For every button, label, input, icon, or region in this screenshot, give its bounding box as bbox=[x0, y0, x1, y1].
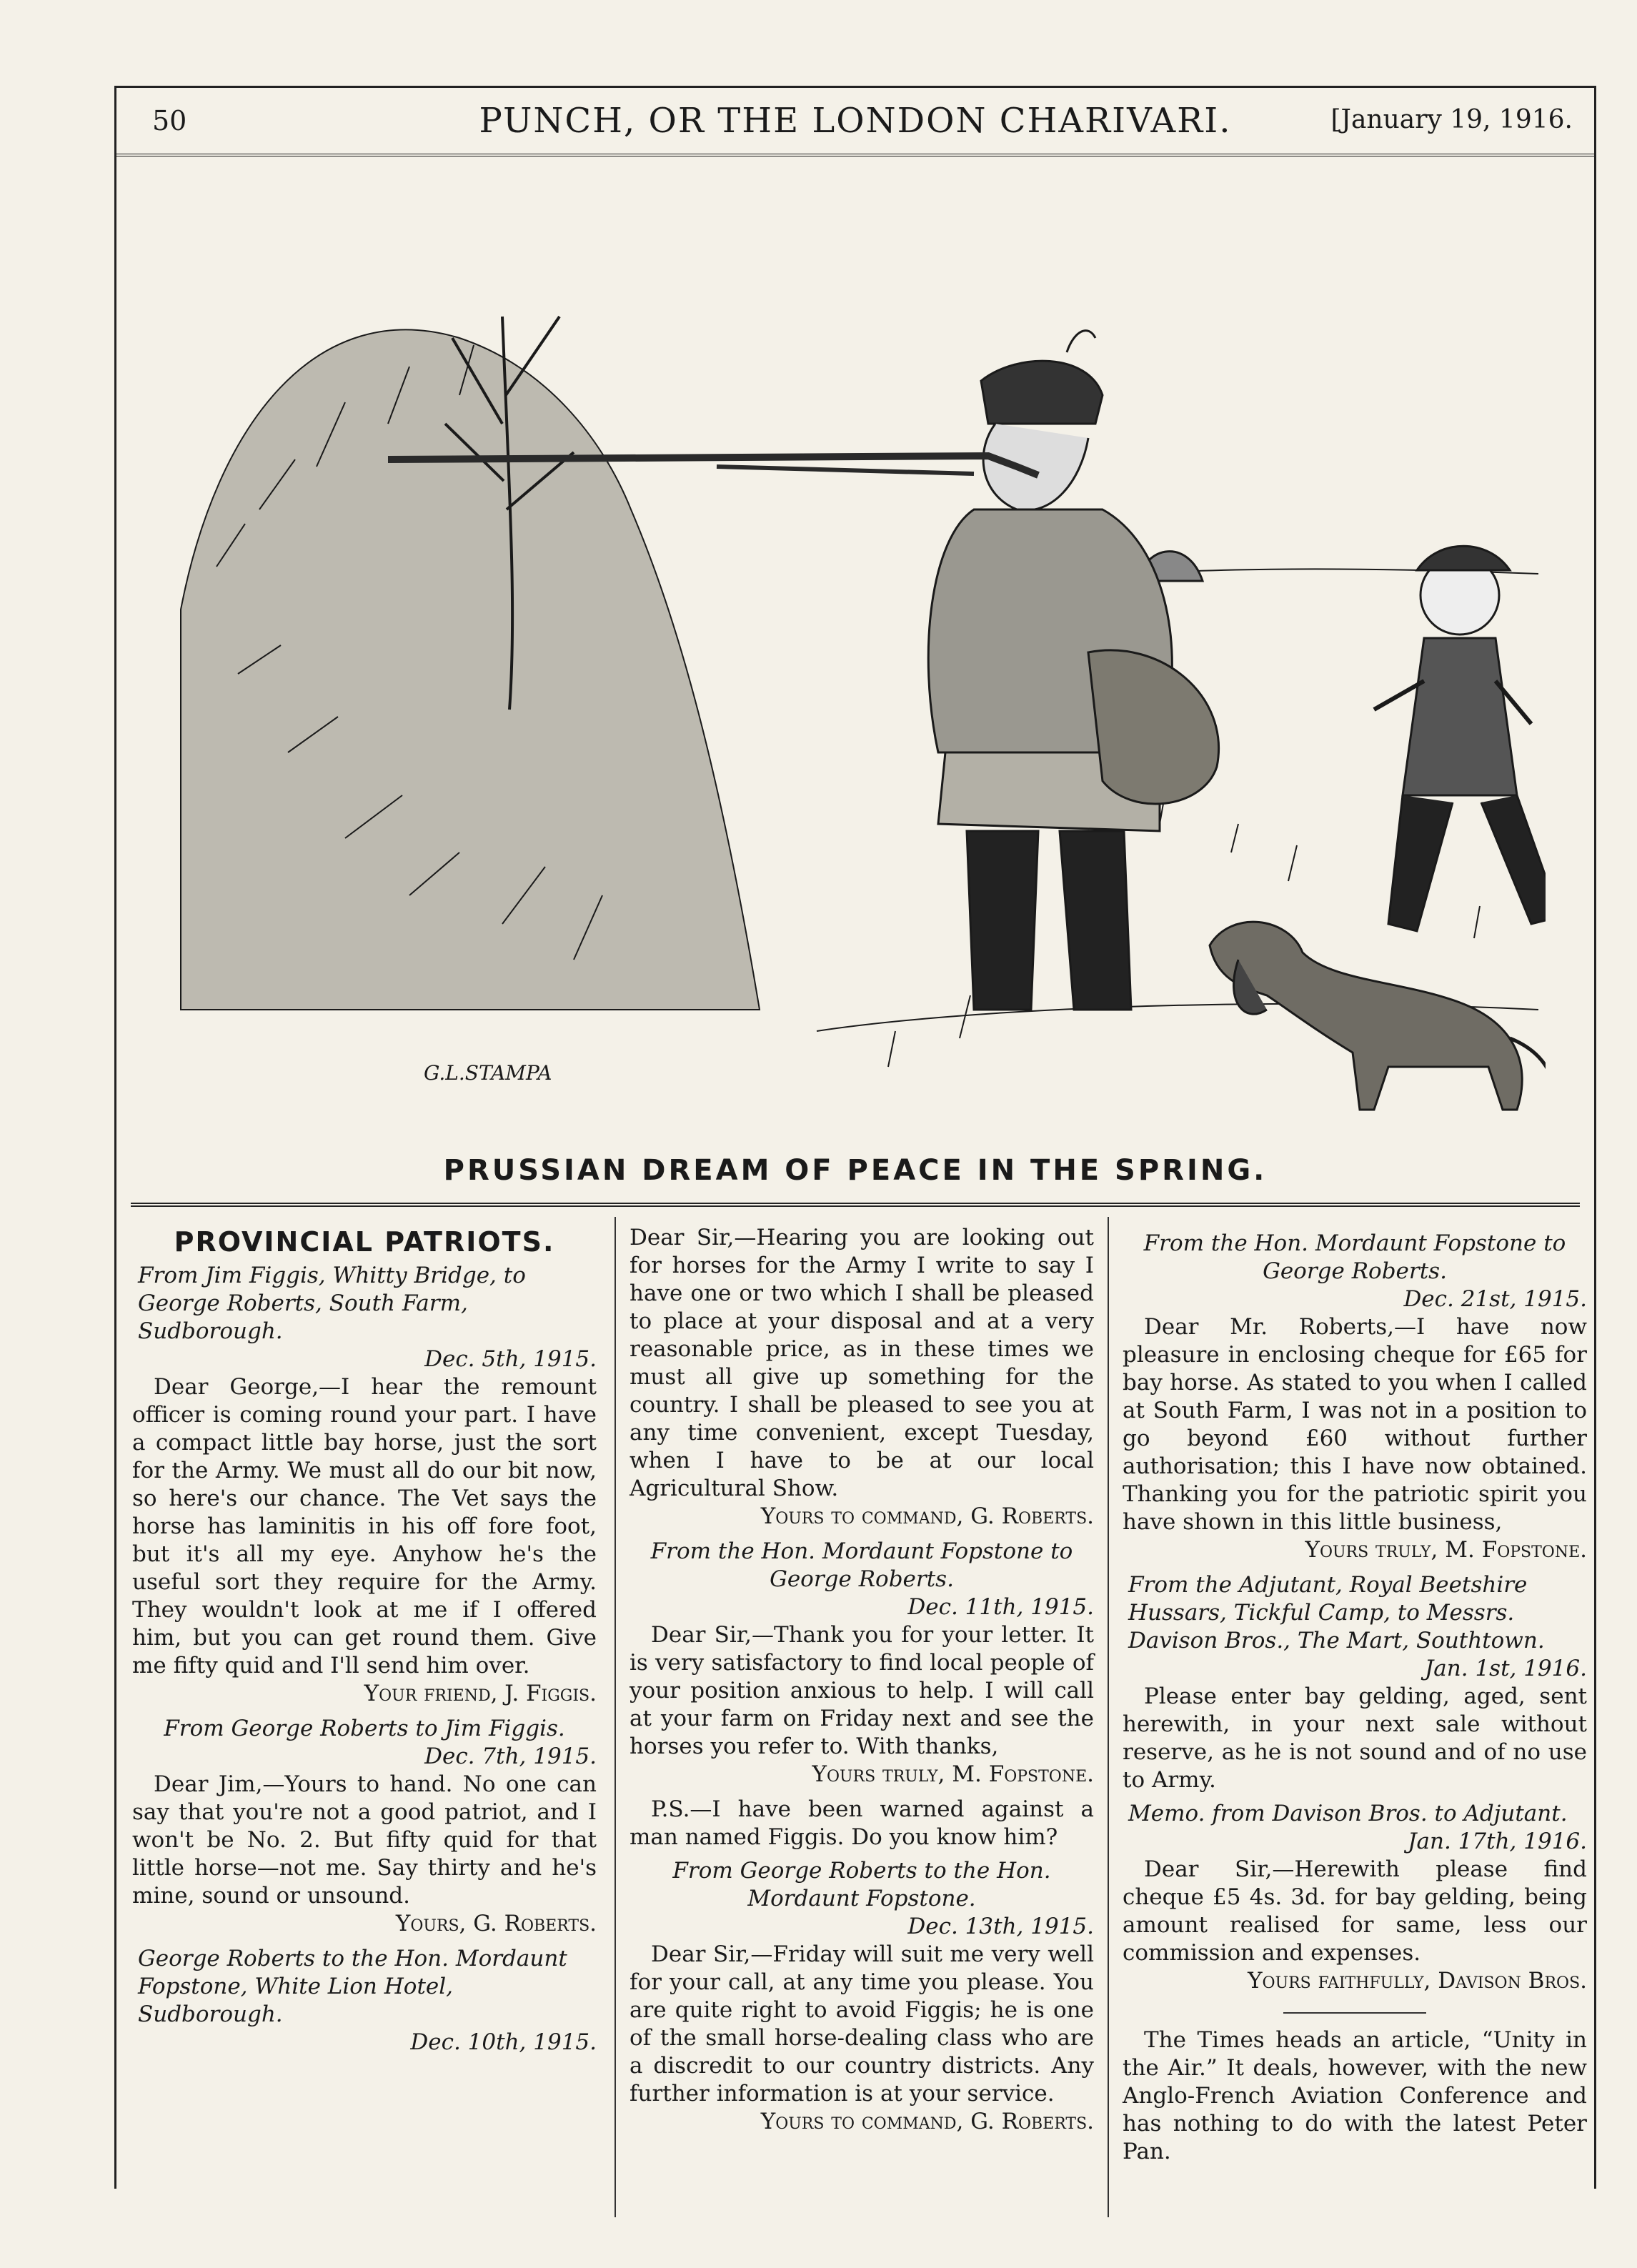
letter-date: Dec. 10th, 1915. bbox=[410, 2029, 597, 2055]
letter-heading: From George Roberts to Jim Figgis. bbox=[164, 1716, 565, 1741]
section-divider bbox=[131, 1203, 1580, 1207]
letter-signature: Yours faithfully, Davison Bros. bbox=[1248, 1968, 1587, 1994]
dog-figure bbox=[1210, 922, 1546, 1110]
letter-signature: Yours truly, M. Fopstone. bbox=[812, 1761, 1094, 1787]
text-column-1 bbox=[132, 1224, 597, 2056]
letter-heading: Memo. from Davison Bros. to Adjutant. bbox=[1128, 1801, 1568, 1826]
letter-body: Dear Sir,—Hearing you are looking out for horses for the Army I write to say I have one or two which I shall be pleased to place at your disposal and at a very reasonable price, as in these times we must all give up something for the country. I shall be pleased to see you at any time convenient, except Tuesday, when I have to be at our local Agricultural Show. bbox=[630, 1225, 1094, 1501]
letter-body: Please enter bay gelding, aged, sent herewith, in your next sale without reserve, as he is not sound and of no use to Army. bbox=[1123, 1683, 1587, 1793]
hunter-figure bbox=[928, 331, 1218, 1010]
letter-date: Dec. 21st, 1915. bbox=[1403, 1286, 1587, 1312]
letter-heading: From George Roberts to the Hon. Mordaunt Fopstone. bbox=[672, 1858, 1051, 1911]
page-header bbox=[116, 88, 1594, 156]
letter-body: Dear Sir,—Friday will suit me very well for your call, at any time you please. You are quite right to avoid Figgis; he is one of the small horse-dealing class who are a discredit to our country districts. Any further information is at your service. bbox=[630, 1941, 1094, 2107]
letter-date: Jan. 1st, 1916. bbox=[1424, 1656, 1587, 1681]
letter-heading: George Roberts to the Hon. Mordaunt Fopstone, White Lion Hotel, Sudborough. bbox=[138, 1946, 567, 2027]
page-number: 50 bbox=[152, 105, 187, 136]
article-title: PROVINCIAL PATRIOTS. bbox=[174, 1226, 555, 1258]
issue-date: [January 19, 1916. bbox=[1330, 105, 1573, 134]
text-column-3 bbox=[1123, 1224, 1587, 2166]
letter-signature: Yours truly, M. Fopstone. bbox=[1305, 1537, 1587, 1563]
magazine-page bbox=[114, 86, 1596, 2189]
letter-signature: Yours, G. Roberts. bbox=[395, 1911, 597, 1936]
letter-signature: Yours to command, G. Roberts. bbox=[760, 2109, 1094, 2134]
letter-date: Jan. 17th, 1916. bbox=[1408, 1829, 1587, 1854]
column-rule bbox=[615, 1217, 616, 2217]
letter-date: Dec. 5th, 1915. bbox=[424, 1346, 597, 1372]
letter-body: Dear Sir,—Thank you for your letter. It is very satisfactory to find local people of your position anxious to help. I will call at your farm on Friday next and see the horses you refer to. With thanks, bbox=[630, 1622, 1094, 1759]
times-note: The Times heads an article, “Unity in the Air.” It deals, however, with the new Anglo-French Aviation Conference and has nothing to do with the latest Peter Pan. bbox=[1123, 2027, 1587, 2164]
cartoon-illustration bbox=[174, 209, 1546, 1153]
letter-heading: From the Adjutant, Royal Beetshire Hussars, Tickful Camp, to Messrs. Davison Bros., The Mart, Southtown. bbox=[1128, 1572, 1545, 1653]
letter-body: Dear George,—I hear the remount officer is coming round your part. I have a compact little bay horse, just the sort for the Army. We must all do our bit now, so here's our chance. The Vet says the horse has laminitis in his off fore foot, but it's all my eye. Anyhow he's the useful sort they require for the Army. They wouldn't look at me if I offered him, but you can get round them. Give me fifty quid and I'll send him over. bbox=[132, 1374, 597, 1678]
letter-heading: From the Hon. Mordaunt Fopstone to George Roberts. bbox=[650, 1538, 1073, 1592]
column-rule bbox=[1108, 1217, 1109, 2217]
letter-body: Dear Jim,—Yours to hand. No one can say that you're not a good patriot, and I won't be No. 2. But fifty quid for that little horse—not me. Say thirty and he's mine, sound or unsound. bbox=[132, 1771, 597, 1909]
hedge bbox=[181, 329, 760, 1010]
artist-signature: G.L.STAMPA bbox=[424, 1061, 552, 1085]
letter-signature: Your friend, J. Figgis. bbox=[364, 1681, 597, 1706]
letter-date: Dec. 13th, 1915. bbox=[907, 1914, 1094, 1939]
letter-heading: From the Hon. Mordaunt Fopstone to George Roberts. bbox=[1143, 1230, 1566, 1284]
letter-body: Dear Sir,—Herewith please find cheque £5 4s. 3d. for bay gelding, being amount realised for same, less our commission and expenses. bbox=[1123, 1856, 1587, 1966]
letter-body: Dear Mr. Roberts,—I have now pleasure in enclosing cheque for £65 for bay horse. As stated to you when I called at South Farm, I was not in a position to go beyond £60 without further authorisation; this I have now obtained. Thanking you for the patriotic spirit you have shown in this little business, bbox=[1123, 1314, 1587, 1535]
boy-figure bbox=[1374, 546, 1546, 931]
text-column-2 bbox=[630, 1224, 1094, 2143]
letter-heading: From Jim Figgis, Whitty Bridge, to George Roberts, South Farm, Sudborough. bbox=[138, 1263, 526, 1344]
letter-postscript: P.S.—I have been warned against a man named Figgis. Do you know him? bbox=[630, 1796, 1094, 1850]
cartoon-caption: PRUSSIAN DREAM OF PEACE IN THE SPRING. bbox=[443, 1154, 1268, 1187]
letter-date: Dec. 7th, 1915. bbox=[424, 1744, 597, 1769]
magazine-title: PUNCH, OR THE LONDON CHARIVARI. bbox=[479, 101, 1232, 141]
letter-signature: Yours to command, G. Roberts. bbox=[760, 1503, 1094, 1529]
letter-date: Dec. 11th, 1915. bbox=[907, 1594, 1094, 1620]
note-separator bbox=[1283, 2012, 1426, 2014]
